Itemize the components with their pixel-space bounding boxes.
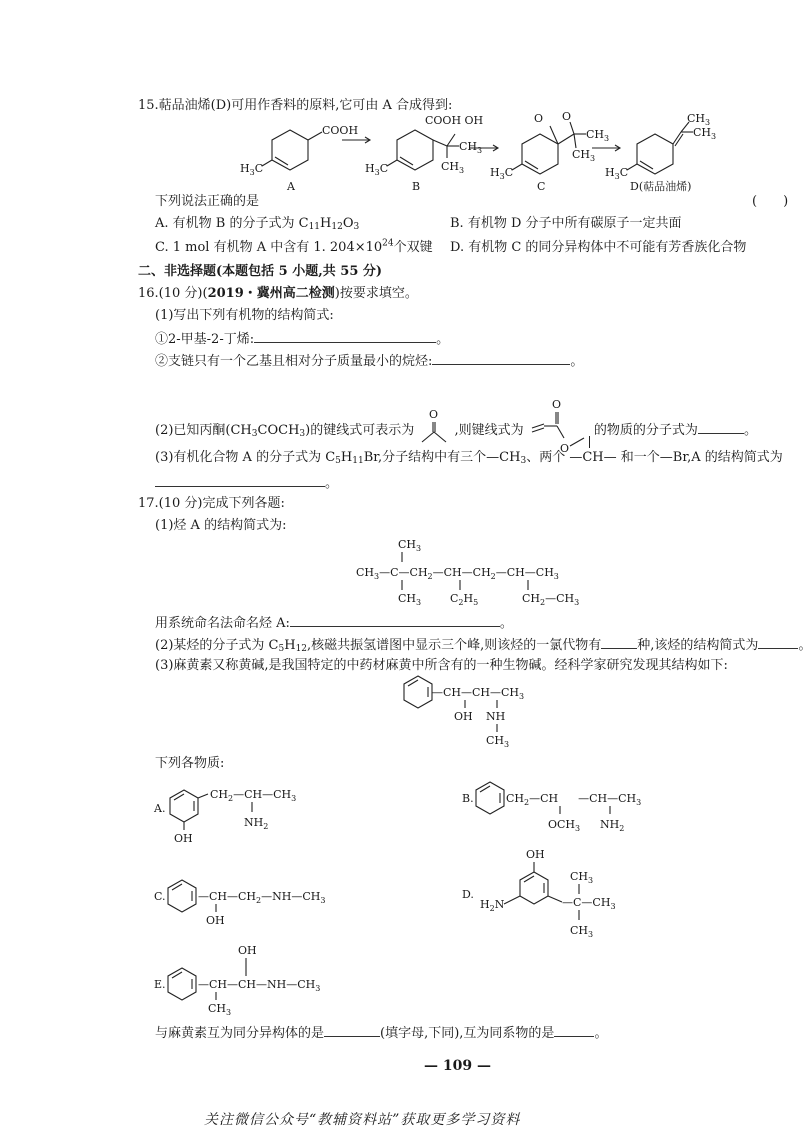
svg-text:CH3: $CH_3$ <box>398 592 422 607</box>
answer-blank[interactable] <box>290 614 500 627</box>
section-heading: 二、非选择题(本题包括 5 小题,共 55 分) <box>138 264 383 279</box>
svg-text:O: O <box>429 408 439 421</box>
substance-a <box>150 776 330 846</box>
svg-text:O: O <box>559 442 569 455</box>
svg-text:O: O <box>551 398 561 411</box>
svg-text:—CH—CH—CH3: $—CH—CH—CH_3$ <box>432 686 525 701</box>
svg-text:OH: OH <box>454 710 473 723</box>
molecule-a <box>240 124 358 193</box>
svg-text:CH2—CH—CH3: $CH_2—CH—CH_3$ <box>210 788 297 803</box>
svg-text:NH2: $NH_2$ <box>244 816 269 831</box>
svg-text:—CH—CH—NH—CH3: $—CH—CH—NH—CH_3$ <box>198 978 321 993</box>
svg-text:CH2—CH3: $CH_2—CH_3$ <box>522 592 580 607</box>
q15-stem: 15.萜品油烯(D)可用作香料的原料,它可由 A 合成得到: <box>138 98 453 113</box>
q17-part1-name: 用系统命名法命名烃 A: 。 <box>155 616 513 631</box>
answer-blank[interactable] <box>554 1024 594 1037</box>
q15-option-a: A. 有机物 B 的分子式为 $C_{11}H_{12}O_3$ <box>155 216 360 232</box>
q15-option-d: D. 有机物 C 的同分异构体中不可能有芳香族化合物 <box>450 240 747 255</box>
svg-text:C.: C. <box>154 890 166 903</box>
q16-part1b: ②支链只有一个乙基且相对分子质量最小的烷烃: 。 <box>155 354 584 369</box>
svg-text:H3C: $H_3C$ <box>490 166 514 181</box>
q16-part3-blank: 。 <box>155 474 338 492</box>
svg-text:NH: NH <box>486 710 506 723</box>
answer-blank[interactable] <box>254 330 436 343</box>
svg-text:—C—CH3: $—C—CH_3$ <box>562 896 616 911</box>
q16-part2: (2)已知丙酮$(CH_3COCH_3)$的键线式可表示为 O ,则键线式为 O O 的物质的分子式为 。 <box>155 398 757 458</box>
label-cooh: COOH <box>322 124 359 137</box>
q17-part2: (2)某烃的分子式为 $C_5H_{12}$,核磁共振氢谱图中显示三个峰,则该烃的一氯代物有 种,该烃的结构简式为 。 <box>155 638 811 654</box>
svg-text:CH3—C—CH2—CH—CH2—CH—CH3: $CH_3—C—CH_2—CH—CH_2—CH—CH_3$ <box>356 566 559 581</box>
molecule-d <box>605 112 716 193</box>
svg-text:B.: B. <box>462 792 474 805</box>
hydrocarbon-a-structure <box>352 536 612 612</box>
answer-blank[interactable] <box>698 421 744 434</box>
svg-text:CH3: $CH_3$ <box>586 128 610 143</box>
q16-part1: (1)写出下列有机物的结构简式: <box>155 308 334 323</box>
svg-text:H3C: $H_3C$ <box>240 162 264 177</box>
q15-option-c: C. 1 mol 有机物 A 中含有 1. $204\times 10^{24}$个双键 <box>155 238 433 255</box>
answer-blank[interactable] <box>601 636 637 649</box>
substance-d <box>460 846 660 942</box>
svg-text:CH3: $CH_3$ <box>570 924 594 939</box>
label-cooh-oh: COOH OH <box>425 114 484 127</box>
label-c: C <box>537 180 546 193</box>
svg-text:CH3: $CH_3$ <box>398 538 422 553</box>
answer-blank[interactable] <box>432 352 570 365</box>
answer-blank[interactable] <box>758 636 798 649</box>
svg-text:C2H5: $C_2H_5$ <box>450 592 479 607</box>
q16-part3: (3)有机化合物 A 的分子式为 $C_5H_{11}Br$,分子结构中有三个$—CH_3$、两个 —CH— 和一个—Br,A 的结构简式为 <box>155 450 783 466</box>
ester-skeletal-formula <box>528 398 590 458</box>
q17-part3: (3)麻黄素又称黄碱,是我国特定的中药材麻黄中所含有的一种生物碱。经科学家研究发现其结构如下: <box>155 658 728 673</box>
svg-text:H3C: $H_3C$ <box>605 166 629 181</box>
q15-option-b: B. 有机物 D 分子中所有碳原子一定共面 <box>450 216 682 231</box>
answer-blank[interactable] <box>155 474 325 487</box>
answer-blank[interactable] <box>324 1024 380 1037</box>
label-b: B <box>412 180 421 193</box>
acetone-skeletal-formula <box>418 408 450 448</box>
substance-e <box>150 942 370 1016</box>
svg-text:CH2—CH—CH—CH3: $CH_2—CH$ $—CH—CH_3$ <box>506 792 642 807</box>
page-number: — 109 — <box>424 1058 491 1074</box>
footer-watermark: 关注微信公众号“教辅资料站”获取更多学习资料 <box>204 1112 521 1128</box>
answer-paren: ( ) <box>752 194 789 209</box>
q15-reaction-scheme <box>230 110 717 193</box>
q17-part4: 下列各物质: <box>155 756 225 771</box>
q16-heading: 16.(10 分)(2019・冀州高二检测)按要求填空。 <box>138 286 418 301</box>
svg-text:A.: A. <box>154 802 166 815</box>
svg-text:CH3: $CH_3$ <box>208 1002 232 1017</box>
svg-text:D.: D. <box>462 888 474 901</box>
svg-text:CH3: $CH_3$ <box>693 126 717 141</box>
molecule-c <box>490 110 609 193</box>
svg-text:OCH3: $OCH_3$ <box>548 818 581 833</box>
svg-text:OH: OH <box>206 914 225 927</box>
svg-text:CH3: $CH_3$ <box>570 870 594 885</box>
molecule-b <box>365 114 483 193</box>
svg-text:CH3: $CH_3$ <box>459 140 483 155</box>
svg-text:OH: OH <box>238 944 257 957</box>
svg-text:O: O <box>562 110 572 123</box>
label-a: A <box>287 180 295 193</box>
substance-b <box>460 776 680 836</box>
svg-text:O: O <box>534 112 544 125</box>
svg-text:OH: OH <box>526 848 545 861</box>
svg-text:H2N: $H_2N$ <box>480 898 505 913</box>
q17-part1: (1)烃 A 的结构简式为: <box>155 518 287 533</box>
q17-heading: 17.(10 分)完成下列各题: <box>138 496 285 511</box>
svg-text:NH2: $NH_2$ <box>600 818 625 833</box>
label-d: D(萜品油烯) <box>630 180 692 193</box>
svg-text:CH3: $CH_3$ <box>441 160 465 175</box>
svg-text:H3C: $H_3C$ <box>365 162 389 177</box>
svg-text:—CH—CH2—NH—CH3: $—CH—CH_2—NH—CH_3$ <box>198 890 326 905</box>
ephedrine-structure <box>398 674 568 750</box>
q17-final: 与麻黄素互为同分异构体的是 (填字母,下同),互为同系物的是 。 <box>155 1026 608 1041</box>
svg-text:OH: OH <box>174 832 193 845</box>
svg-text:CH3: $CH_3$ <box>572 148 596 163</box>
svg-text:CH3: $CH_3$ <box>687 112 711 127</box>
substance-c <box>150 872 370 926</box>
q16-part1a: ①2-甲基-2-丁烯: 。 <box>155 332 450 347</box>
svg-text:E.: E. <box>154 978 166 991</box>
q15-prompt: 下列说法正确的是 <box>155 194 260 209</box>
svg-text:CH3: $CH_3$ <box>486 734 510 749</box>
